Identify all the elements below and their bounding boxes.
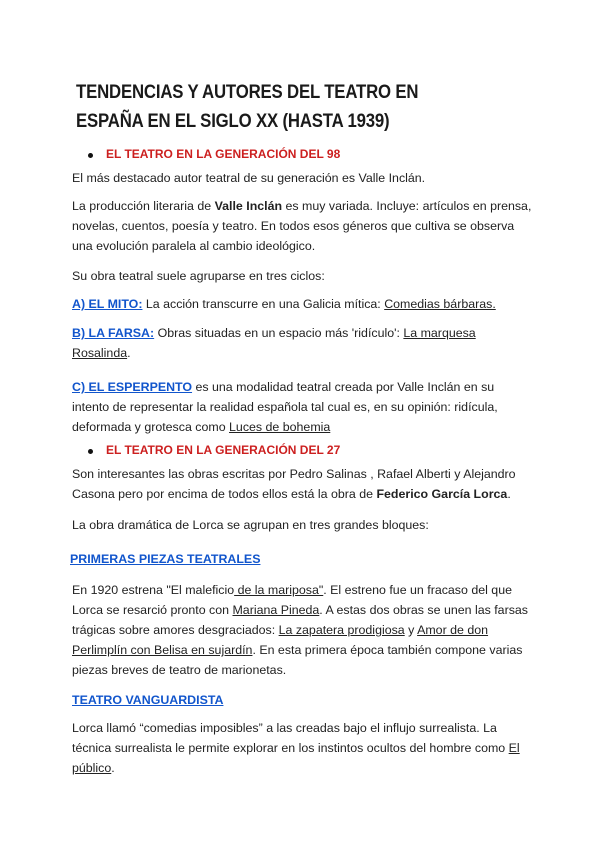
link-el-esperpento[interactable]: C) EL ESPERPENTO bbox=[72, 380, 193, 394]
section-heading-98: EL TEATRO EN LA GENERACIÓN DEL 98 bbox=[106, 147, 341, 161]
work-amor-de-don-perlimplin: Amor de don Perlimplín con Belisa en sujardín bbox=[72, 623, 489, 657]
link-la-farsa[interactable]: B) LA FARSA: bbox=[72, 326, 155, 340]
work-la-marquesa-rosalinda: La marquesa Rosalinda bbox=[72, 326, 476, 360]
work-luces-de-bohemia: Luces de bohemia bbox=[229, 420, 331, 434]
work-la-zapatera-prodigiosa: La zapatera prodigiosa bbox=[278, 623, 405, 637]
work-comedias-barbaras: Comedias bárbaras. bbox=[384, 297, 496, 311]
paragraph-farsa: B) LA FARSA: Obras situadas en un espacio más 'ridículo': La marquesa Rosalinda. bbox=[72, 326, 476, 360]
paragraph-cycles: Su obra teatral suele agruparse en tres ciclos: bbox=[72, 269, 325, 283]
paragraph-production: La producción literaria de Valle Inclán es muy variada. Incluye: artículos en prensa, novelas, cuentos, poesía y teatro. En todos esos géneros que cultiva se observa una evolución paralela al cambio ideológico. bbox=[72, 199, 532, 253]
paragraph-mito: A) EL MITO: La acción transcurre en una Galicia mítica: Comedias bárbaras. bbox=[72, 297, 496, 311]
paragraph-lorca-blocks: La obra dramática de Lorca se agrupan en tres grandes bloques: bbox=[72, 518, 429, 532]
heading-primeras-piezas[interactable]: PRIMERAS PIEZAS TEATRALES bbox=[70, 552, 261, 566]
paragraph-generation-27: Son interesantes las obras escritas por Pedro Salinas , Rafael Alberti y Alejandro Casona pero por encima de todos ellos está la obra de Federico García Lorca. bbox=[72, 467, 516, 501]
paragraph-intro: El más destacado autor teatral de su generación es Valle Inclán. bbox=[72, 171, 426, 185]
work-el-maleficio: de la mariposa" bbox=[234, 583, 324, 597]
paragraph-vanguardista: Lorca llamó “comedias imposibles” a las creadas bajo el influjo surrealista. La técnica surrealista le permite explorar en los instintos ocultos del hombre como El público. bbox=[72, 721, 520, 775]
document-title: TENDENCIAS Y AUTORES DEL TEATRO EN ESPAÑA EN EL SIGLO XX (HASTA 1939) bbox=[76, 81, 419, 132]
work-mariana-pineda: Mariana Pineda bbox=[232, 603, 320, 617]
bullet-dot-icon bbox=[88, 449, 93, 454]
link-el-mito[interactable]: A) EL MITO: bbox=[72, 297, 143, 311]
heading-teatro-vanguardista[interactable]: TEATRO VANGUARDISTA bbox=[72, 693, 224, 707]
paragraph-esperpento: C) EL ESPERPENTO es una modalidad teatral creada por Valle Inclán en su intento de representar la realidad española tal cual es, en su opinión: ridícula, deformada y grotesca como Luces de bohemia bbox=[72, 380, 498, 434]
bullet-dot-icon bbox=[88, 153, 93, 158]
section-heading-27: EL TEATRO EN LA GENERACIÓN DEL 27 bbox=[106, 443, 341, 457]
paragraph-primeras-piezas: En 1920 estrena "El maleficio de la mariposa". El estreno fue un fracaso del que Lorca se resarció pronto con Mariana Pineda. A estas dos obras se unen las farsas trágicas sobre amores desgraciados: La zapatera prodigiosa y Amor de don Perlimplín con Belisa en sujardín. En esta primera época también compone varias piezas breves de teatro de marionetas. bbox=[72, 583, 528, 677]
work-el-publico: El público bbox=[72, 741, 520, 775]
